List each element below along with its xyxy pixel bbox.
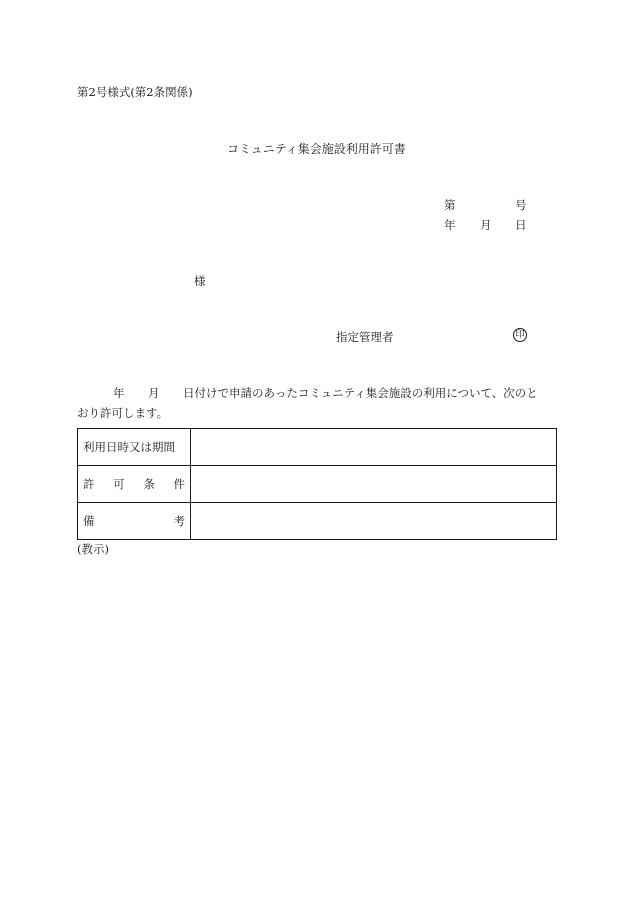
period-label [78, 429, 191, 466]
table-row-period [78, 429, 557, 466]
conditions-char: 件 [173, 477, 185, 491]
instruction-note: (教示) [77, 542, 109, 556]
body-text-line1: 日付けで申請のあったコミュニティ集会施設の利用について、次のと [183, 386, 538, 400]
number-prefix: 第 [444, 198, 456, 212]
seal-mark: 印 [513, 328, 527, 342]
period-value-cell [191, 429, 557, 466]
table-row-conditions [78, 466, 557, 503]
document-title: コミュニティ集会施設利用許可書 [227, 142, 406, 156]
form-number: 第2号様式(第2条関係) [77, 85, 193, 99]
date-month: 月 [480, 218, 492, 232]
conditions-value-cell [191, 466, 557, 503]
permit-table [77, 428, 557, 540]
number-suffix: 号 [515, 198, 527, 212]
body-month: 月 [148, 386, 160, 400]
conditions-char: 可 [113, 477, 125, 491]
manager-label: 指定管理者 [336, 330, 394, 344]
date-year: 年 [444, 218, 456, 232]
remarks-value-cell [191, 503, 557, 540]
addressee-suffix: 様 [194, 274, 206, 288]
body-text-line2: おり許可します。 [77, 406, 169, 420]
period-label-text: 利用日時又は期間 [83, 440, 175, 454]
remarks-char: 考 [173, 514, 185, 528]
conditions-char: 条 [143, 477, 155, 491]
table-row-remarks [78, 503, 557, 540]
remarks-label [78, 503, 191, 540]
date-day: 日 [515, 218, 527, 232]
conditions-label [78, 466, 191, 503]
remarks-char: 備 [83, 514, 95, 528]
conditions-char: 許 [83, 477, 95, 491]
body-year: 年 [113, 386, 125, 400]
